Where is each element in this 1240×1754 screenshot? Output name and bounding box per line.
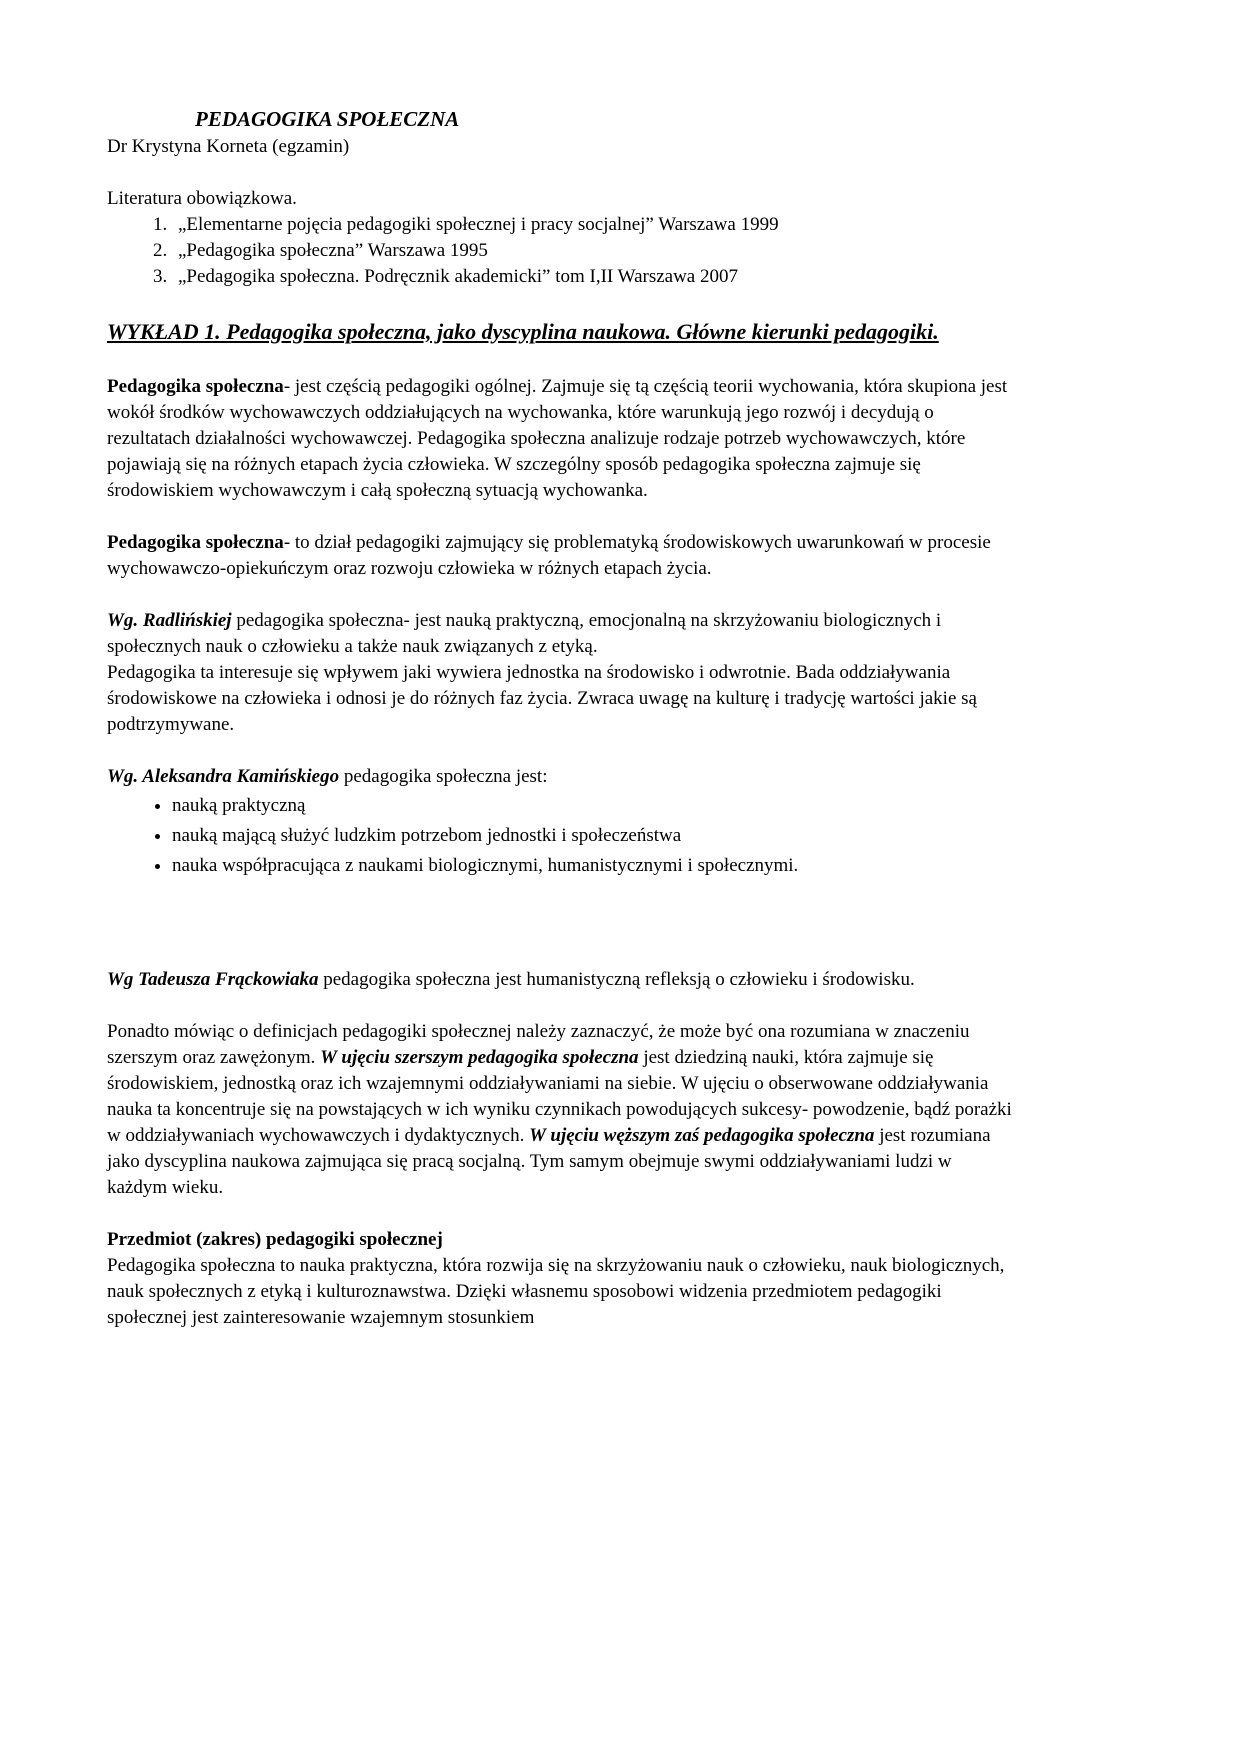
body-text: jest dziedziną nauki, która zajmuje się środowiskiem, jednostką oraz ich wzajemnymi oddziaływaniami na siebie. W ujęciu o obserwowane oddziaływania nauka ta koncentruje się na powstających w ich wyniku czynnikach powodujących sukcesy- powodzenie, bądź porażki w oddziaływaniach wychowawczych i dydaktycznych. <box>107 1047 1012 1146</box>
paragraph <box>107 764 1012 790</box>
body-text: pedagogika społeczna jest humanistyczną refleksją o człowieku i środowisku. <box>318 969 915 990</box>
body-text: Pedagogika społeczna to nauka praktyczna, która rozwija się na skrzyżowaniu nauk o człowieku, nauk biologicznych, nauk społecznych z etyką i kulturoznawstwa. Dzięki własnemu sposobowi widzenia przedmiotem pedagogiki społecznej jest zainteresowanie wzajemnym stosunkiem <box>107 1255 1005 1328</box>
paragraph <box>107 1019 1012 1201</box>
emphasis-text: Wg. Radlińskiej <box>107 610 232 631</box>
emphasis-text: W ujęciu szerszym pedagogika społeczna <box>320 1047 639 1068</box>
body-text: - to dział pedagogiki zajmujący się problematyką środowiskowych uwarunkowań w procesie wychowawczo-opiekuńczym oraz rozwoju człowieka w różnych etapach życia. <box>107 532 991 579</box>
literature-list <box>107 212 1012 290</box>
literature-item: 3. „Pedagogika społeczna. Podręcznik akademicki” tom I,II Warszawa 2007 <box>172 264 1012 290</box>
paragraph <box>107 374 1012 504</box>
bullet-item: • nauką praktyczną <box>172 793 1012 819</box>
body-text: - jest częścią pedagogiki ogólnej. Zajmuje się tą częścią teorii wychowania, która skupiona jest wokół środków wychowawczych oddziałujących na wychowanka, które warunkują jego rozwój i decydują o rezultatach działalności wychowawczej. Pedagogika społeczna analizuje rodzaje potrzeb wychowawczych, które pojawiają się na różnych etapach życia człowieka. W szczególny sposób pedagogika społeczna zajmuje się środowiskiem wychowawczym i całą społeczną sytuacją wychowanka. <box>107 376 1008 501</box>
document-blocks <box>107 374 1012 1331</box>
body-text: Ponadto mówiąc o definicjach pedagogiki społecznej należy zaznaczyć, że może być ona rozumiana w znaczeniu szerszym oraz zawężonym. <box>107 1021 970 1068</box>
emphasis-text: Wg. Aleksandra Kamińskiego <box>107 766 340 787</box>
bullet-list <box>107 793 1012 879</box>
paragraph <box>107 1227 1012 1331</box>
emphasis-text: W ujęciu węższym zaś pedagogika społeczna <box>529 1125 875 1146</box>
body-text: pedagogika społeczna jest: <box>339 766 548 787</box>
emphasis-text: Wg Tadeusza Frąckowiaka <box>107 969 319 990</box>
body-text: pedagogika społeczna- jest nauką praktyczną, emocjonalną na skrzyżowaniu biologicznych i społecznych nauk o człowieku a także nauk związanych z etyką. <box>107 610 942 657</box>
emphasis-text: Przedmiot (zakres) pedagogiki społecznej <box>107 1229 443 1250</box>
body-text: jest rozumiana jako dyscyplina naukowa zajmująca się pracą socjalną. Tym samym obejmuje swymi oddziaływaniami ludzi w każdym wieku. <box>107 1125 991 1198</box>
bullet-item: • nauka współpracująca z naukami biologicznymi, humanistycznymi i społecznymi. <box>172 853 1012 879</box>
paragraph <box>107 967 1012 993</box>
lecture-heading: WYKŁAD 1. Pedagogika społeczna, jako dyscyplina naukowa. Główne kierunki pedagogiki. <box>107 319 939 344</box>
document-title: PEDAGOGIKA SPOŁECZNA <box>195 107 460 131</box>
paragraph <box>107 608 1012 738</box>
literature-heading: Literatura obowiązkowa. <box>107 188 297 209</box>
body-text: Pedagogika ta interesuje się wpływem jaki wywiera jednostka na środowisko i odwrotnie. Bada oddziaływania środowiskowe na człowieka i odnosi je do różnych faz życia. Zwraca uwagę na kulturę i tradycję wartości jakie są podtrzymywane. <box>107 662 977 735</box>
literature-item: 1. „Elementarne pojęcia pedagogiki społecznej i pracy socjalnej” Warszawa 1999 <box>172 212 1012 238</box>
emphasis-text: Pedagogika społeczna <box>107 532 284 553</box>
bullet-item: • nauką mającą służyć ludzkim potrzebom jednostki i społeczeństwa <box>172 823 1012 849</box>
emphasis-text: Pedagogika społeczna <box>107 376 284 397</box>
paragraph <box>107 530 1012 582</box>
author-line: Dr Krystyna Korneta (egzamin) <box>107 136 350 157</box>
literature-item: 2. „Pedagogika społeczna” Warszawa 1995 <box>172 238 1012 264</box>
